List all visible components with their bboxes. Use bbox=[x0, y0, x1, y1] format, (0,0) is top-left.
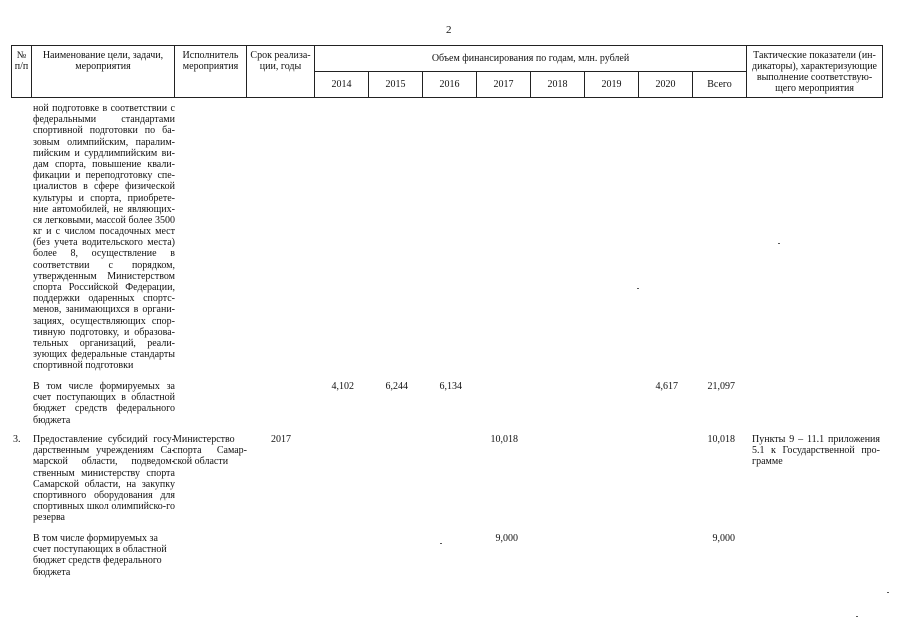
row-federal-share-text: В том числе формируемых за счет поступающих в областной бюджет средств федерального бюджета bbox=[33, 381, 175, 426]
header-total: Всего bbox=[693, 72, 747, 98]
row3-federal-share-text: В том числе формируемых за счет поступающих в областной бюджет средств федерального бюджета bbox=[33, 533, 167, 578]
scan-speck bbox=[856, 616, 858, 617]
row1-value-2016: 6,134 bbox=[439, 381, 462, 392]
header-year-2014: 2014 bbox=[315, 72, 369, 98]
scan-speck bbox=[887, 592, 889, 593]
row2-number: 3. bbox=[13, 434, 21, 445]
header-no: № п/п bbox=[12, 46, 32, 98]
row2-executor: Министерство спорта Самар-ской области bbox=[173, 434, 247, 468]
row2-term: 2017 bbox=[271, 434, 291, 445]
row1-value-total: 21,097 bbox=[707, 381, 735, 392]
row3-value-total: 9,000 bbox=[712, 533, 735, 544]
header-year-2019: 2019 bbox=[585, 72, 639, 98]
header-year-2020: 2020 bbox=[639, 72, 693, 98]
scan-speck bbox=[440, 543, 442, 544]
row1-value-2014: 4,102 bbox=[331, 381, 354, 392]
row2-indicators: Пункты 9 – 11.1 приложения 5.1 к Государственной про-грамме bbox=[752, 434, 880, 468]
header-year-2015: 2015 bbox=[369, 72, 423, 98]
header-name: Наименование цели, задачи, мероприятия bbox=[32, 46, 175, 98]
row2-value-2017: 10,018 bbox=[490, 434, 518, 445]
row2-value-total: 10,018 bbox=[707, 434, 735, 445]
row3-value-2017: 9,000 bbox=[495, 533, 518, 544]
row1-value-2015: 6,244 bbox=[385, 381, 408, 392]
header-year-2016: 2016 bbox=[423, 72, 477, 98]
row-continuation-text: ной подготовке в соответствии с федеральными стандартами спортивной подготовки по ба-зовым олимпийским, паралим-пийским и сурдлимпийским ви-дам спорта, повышение квали-фикации и переподготовку спе-циалистов в сфере физической культуры и спорта, приобрете-ние автомобилей, не являющих-ся легковыми, массой более 3500 кг и с числом посадочных мест (без учета водительского места) более 8, осуществление в соответствии с порядком, утвержденным Министерством спорта Российской Федерации, поддержки одаренных спортс-менов, занимающихся в органи-зациях, осуществляющих спор-тивную подготовку, и образова-тельных организаций, реали-зующих федеральные стандарты спортивной подготовки bbox=[33, 103, 175, 372]
row1-value-2020: 4,617 bbox=[655, 381, 678, 392]
header-term: Срок реализа-ции, годы bbox=[247, 46, 315, 98]
page-number: 2 bbox=[446, 24, 452, 36]
header-year-2017: 2017 bbox=[477, 72, 531, 98]
scan-speck bbox=[778, 243, 780, 244]
row2-name-text: Предоставление субсидий госу-дарственным учреждениям Са-марской области, подведом-ственным министерству спорта Самарской области, на закупку спортивного оборудования для спортивных школ олимпийско-го резерва bbox=[33, 434, 175, 524]
header-funding: Объем финансирования по годам, млн. рублей bbox=[315, 46, 747, 72]
header-year-2018: 2018 bbox=[531, 72, 585, 98]
scan-speck bbox=[637, 288, 639, 289]
header-indicators: Тактические показатели (ин-дикаторы), характеризующие выполнение соответствую-щего мероприятия bbox=[747, 46, 883, 98]
table-header bbox=[11, 45, 883, 98]
header-executor: Исполнитель мероприятия bbox=[175, 46, 247, 98]
